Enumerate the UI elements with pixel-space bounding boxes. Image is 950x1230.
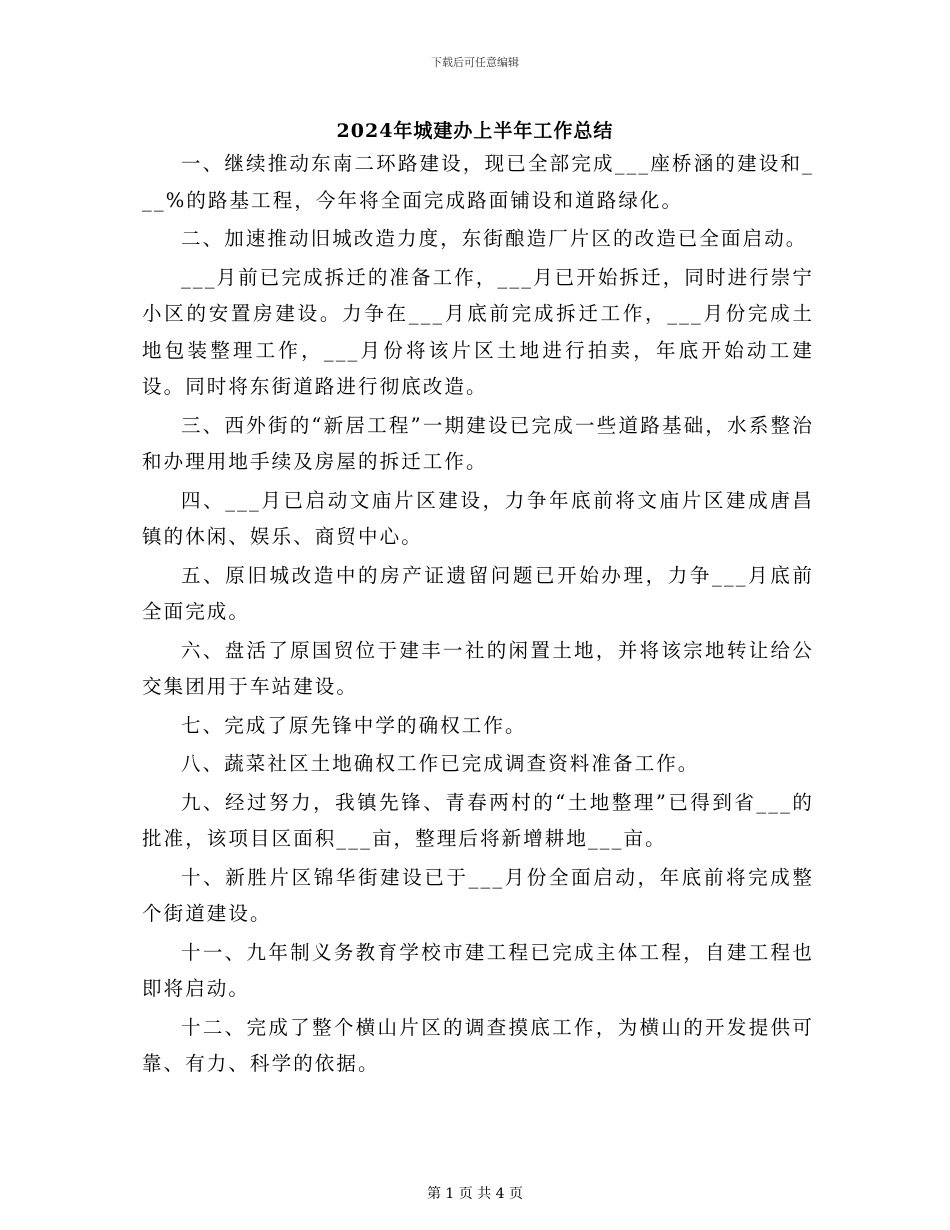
paragraph-12: 十一、九年制义务教育学校市建工程已完成主体工程，自建工程也即将启动。 xyxy=(142,940,814,1000)
paragraph-13: 十二、完成了整个横山片区的调查摸底工作，为横山的开发提供可靠、有力、科学的依据。 xyxy=(142,1015,814,1075)
paragraph-10: 九、经过努力，我镇先锋、青春两村的“土地整理”已得到省___的批准，该项目区面积___亩，整理后将新增耕地___亩。 xyxy=(142,790,814,850)
paragraph-11: 十、新胜片区锦华街建设已于___月份全面启动，年底前将完成整个街道建设。 xyxy=(142,865,814,925)
header-note: 下载后可任意编辑 xyxy=(431,56,519,69)
document-title: 2024年城建办上半年工作总结 xyxy=(336,120,614,142)
paragraph-7: 六、盘活了原国贸位于建丰一社的闲置土地，并将该宗地转让给公交集团用于车站建设。 xyxy=(142,638,814,698)
paragraph-3: ___月前已完成拆迁的准备工作，___月已开始拆迁，同时进行崇宁小区的安置房建设。力争在___月底前完成拆迁工作，___月份完成土地包装整理工作，___月份将该片区土地进行拍卖，年底开始动工建设。同时将东街道路进行彻底改造。 xyxy=(142,265,814,398)
paragraph-4: 三、西外街的“新居工程”一期建设已完成一些道路基础，水系整治和办理用地手续及房屋的拆迁工作。 xyxy=(142,413,814,473)
paragraph-9: 八、蔬菜社区土地确权工作已完成调查资料准备工作。 xyxy=(181,752,700,775)
paragraph-2: 二、加速推动旧城改造力度，东街酿造厂片区的改造已全面启动。 xyxy=(181,227,808,250)
document-body xyxy=(142,146,814,1083)
paragraph-5: 四、___月已启动文庙片区建设，力争年底前将文庙片区建成唐昌镇的休闲、娱乐、商贸中心。 xyxy=(142,488,814,548)
paragraph-8: 七、完成了原先锋中学的确权工作。 xyxy=(181,713,527,737)
paragraph-1: 一、继续推动东南二环路建设，现已全部完成___座桥涵的建设和___%的路基工程，今年将全面完成路面铺设和道路绿化。 xyxy=(142,152,814,212)
page-number: 第 1 页 共 4 页 xyxy=(426,1186,524,1202)
paragraph-6: 五、原旧城改造中的房产证遗留问题已开始办理，力争___月底前全面完成。 xyxy=(142,563,814,623)
